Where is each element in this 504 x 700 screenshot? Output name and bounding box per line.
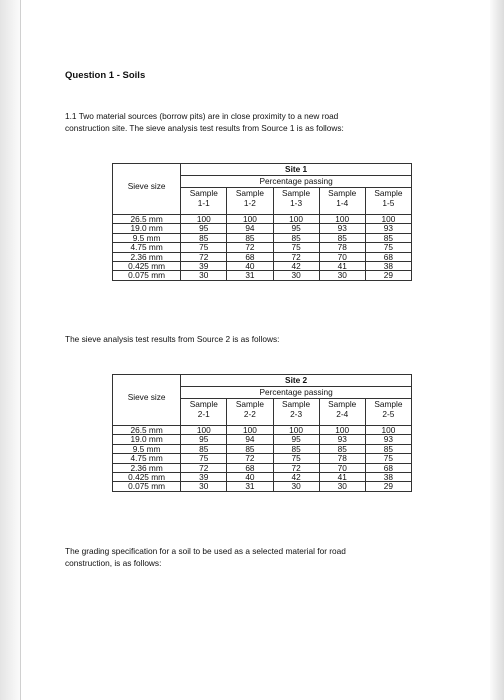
percent-passing-cell: 94 (227, 435, 273, 444)
sample-column-header (365, 399, 411, 420)
percent-passing-cell: 72 (181, 252, 227, 261)
percent-passing-cell: 100 (365, 426, 411, 435)
percent-passing-cell: 41 (319, 262, 365, 271)
sample-header-word: Sample (374, 399, 403, 409)
percent-passing-cell: 29 (365, 482, 411, 491)
sieve-size-cell: 4.75 mm (113, 243, 181, 252)
sieve-size-cell: 26.5 mm (113, 426, 181, 435)
percent-passing-cell: 93 (365, 224, 411, 233)
sample-header-word: Sample (235, 399, 264, 409)
spec-line-1: The grading specification for a soil to be used as a selected material for road (65, 546, 346, 556)
sieve-size-header: Sieve size (113, 164, 181, 209)
percent-passing-cell: 95 (181, 435, 227, 444)
sieve-size-cell: 9.5 mm (113, 444, 181, 453)
sample-column-header (319, 188, 365, 209)
sample-header-word: Sample (328, 188, 357, 198)
table-row (113, 271, 412, 280)
percent-passing-cell: 85 (365, 233, 411, 242)
site-header: Site 2 (181, 375, 412, 387)
percent-passing-cell: 29 (365, 271, 411, 280)
percent-passing-cell: 70 (319, 252, 365, 261)
percent-passing-cell: 100 (181, 215, 227, 224)
percent-passing-cell: 85 (319, 444, 365, 453)
sample-column-header (273, 188, 319, 209)
percent-passing-cell: 40 (227, 262, 273, 271)
percent-passing-cell: 42 (273, 473, 319, 482)
sample-column-header (319, 399, 365, 420)
percent-passing-cell: 85 (319, 233, 365, 242)
site-header: Site 1 (181, 164, 412, 176)
table-row (113, 224, 412, 233)
sieve-size-header: Sieve size (113, 375, 181, 420)
spec-line-2: construction, is as follows: (65, 558, 162, 568)
percent-passing-cell: 30 (273, 271, 319, 280)
grading-specification-text (65, 545, 445, 569)
percent-passing-cell: 75 (365, 454, 411, 463)
percent-passing-cell: 70 (319, 463, 365, 472)
percent-passing-cell: 95 (273, 224, 319, 233)
sample-column-header (181, 399, 227, 420)
site-1-sieve-table (112, 163, 412, 281)
question-title: Question 1 - Soils (65, 70, 146, 81)
percent-passing-cell: 30 (273, 482, 319, 491)
page-shadow-right (490, 0, 504, 700)
sieve-size-cell: 2.36 mm (113, 252, 181, 261)
percent-passing-cell: 85 (273, 444, 319, 453)
sample-header-word: Sample (374, 188, 403, 198)
sample-header-id: 1-4 (336, 198, 349, 208)
sieve-size-cell: 9.5 mm (113, 233, 181, 242)
intro-line-1: 1.1 Two material sources (borrow pits) are in close proximity to a new road (65, 111, 339, 121)
percent-passing-cell: 72 (227, 243, 273, 252)
page-shadow-left (0, 0, 20, 700)
percent-passing-cell: 85 (365, 444, 411, 453)
sieve-size-cell: 0.425 mm (113, 473, 181, 482)
percent-passing-cell: 42 (273, 262, 319, 271)
percent-passing-cell: 93 (319, 435, 365, 444)
sample-header-id: 1-1 (197, 198, 210, 208)
percent-passing-cell: 68 (227, 252, 273, 261)
percent-passing-cell: 39 (181, 473, 227, 482)
percent-passing-cell: 100 (365, 215, 411, 224)
percent-passing-cell: 85 (181, 444, 227, 453)
percent-passing-cell: 100 (227, 215, 273, 224)
percent-passing-cell: 75 (273, 454, 319, 463)
intro-paragraph (65, 110, 445, 134)
percent-passing-cell: 30 (181, 482, 227, 491)
sample-header-word: Sample (282, 188, 311, 198)
sample-column-header (181, 188, 227, 209)
percent-passing-cell: 72 (181, 463, 227, 472)
percent-passing-cell: 93 (319, 224, 365, 233)
percent-passing-cell: 31 (227, 271, 273, 280)
percent-passing-cell: 85 (227, 444, 273, 453)
sieve-size-cell: 0.075 mm (113, 271, 181, 280)
percent-passing-cell: 94 (227, 224, 273, 233)
percent-passing-cell: 75 (273, 243, 319, 252)
sample-header-word: Sample (282, 399, 311, 409)
percent-passing-cell: 38 (365, 473, 411, 482)
sample-header-word: Sample (189, 399, 218, 409)
percent-passing-cell: 78 (319, 243, 365, 252)
sample-column-header (227, 399, 273, 420)
site-2-sieve-table (112, 374, 412, 492)
percent-passing-cell: 75 (181, 243, 227, 252)
percent-passing-cell: 40 (227, 473, 273, 482)
sample-header-word: Sample (235, 188, 264, 198)
sample-header-word: Sample (189, 188, 218, 198)
percent-passing-cell: 39 (181, 262, 227, 271)
sample-header-id: 1-5 (382, 198, 395, 208)
percent-passing-cell: 38 (365, 262, 411, 271)
table-row (113, 243, 412, 252)
sample-header-id: 2-5 (382, 409, 395, 419)
sieve-size-cell: 26.5 mm (113, 215, 181, 224)
percent-passing-cell: 78 (319, 454, 365, 463)
percentage-passing-header: Percentage passing (181, 387, 412, 399)
percent-passing-cell: 72 (273, 252, 319, 261)
percent-passing-cell: 100 (273, 426, 319, 435)
table-row (113, 454, 412, 463)
sieve-size-cell: 2.36 mm (113, 463, 181, 472)
percent-passing-cell: 100 (273, 215, 319, 224)
percent-passing-cell: 75 (181, 454, 227, 463)
sample-column-header (365, 188, 411, 209)
percent-passing-cell: 68 (365, 463, 411, 472)
source-2-intro: The sieve analysis test results from Source 2 is as follows: (65, 334, 280, 344)
table-row (113, 482, 412, 491)
percent-passing-cell: 31 (227, 482, 273, 491)
sample-header-id: 2-1 (197, 409, 210, 419)
sample-header-id: 2-3 (290, 409, 303, 419)
percent-passing-cell: 100 (319, 215, 365, 224)
percent-passing-cell: 30 (319, 482, 365, 491)
sieve-size-cell: 4.75 mm (113, 454, 181, 463)
percent-passing-cell: 95 (273, 435, 319, 444)
percentage-passing-header: Percentage passing (181, 176, 412, 188)
percent-passing-cell: 75 (365, 243, 411, 252)
percent-passing-cell: 100 (227, 426, 273, 435)
percent-passing-cell: 72 (227, 454, 273, 463)
percent-passing-cell: 100 (319, 426, 365, 435)
percent-passing-cell: 85 (227, 233, 273, 242)
percent-passing-cell: 100 (181, 426, 227, 435)
sample-header-id: 2-2 (243, 409, 256, 419)
percent-passing-cell: 95 (181, 224, 227, 233)
page-edge-line (20, 0, 21, 700)
sample-column-header (273, 399, 319, 420)
sample-header-word: Sample (328, 399, 357, 409)
sieve-size-cell: 19.0 mm (113, 435, 181, 444)
percent-passing-cell: 30 (181, 271, 227, 280)
sample-header-id: 1-3 (290, 198, 303, 208)
intro-line-2: construction site. The sieve analysis test results from Source 1 is as follows: (65, 123, 344, 133)
sample-column-header (227, 188, 273, 209)
percent-passing-cell: 85 (273, 233, 319, 242)
percent-passing-cell: 30 (319, 271, 365, 280)
percent-passing-cell: 93 (365, 435, 411, 444)
sample-header-id: 2-4 (336, 409, 349, 419)
percent-passing-cell: 72 (273, 463, 319, 472)
percent-passing-cell: 68 (365, 252, 411, 261)
sieve-size-cell: 19.0 mm (113, 224, 181, 233)
sieve-size-cell: 0.425 mm (113, 262, 181, 271)
percent-passing-cell: 85 (181, 233, 227, 242)
table-row (113, 435, 412, 444)
percent-passing-cell: 41 (319, 473, 365, 482)
sample-header-id: 1-2 (243, 198, 256, 208)
percent-passing-cell: 68 (227, 463, 273, 472)
sieve-size-cell: 0.075 mm (113, 482, 181, 491)
